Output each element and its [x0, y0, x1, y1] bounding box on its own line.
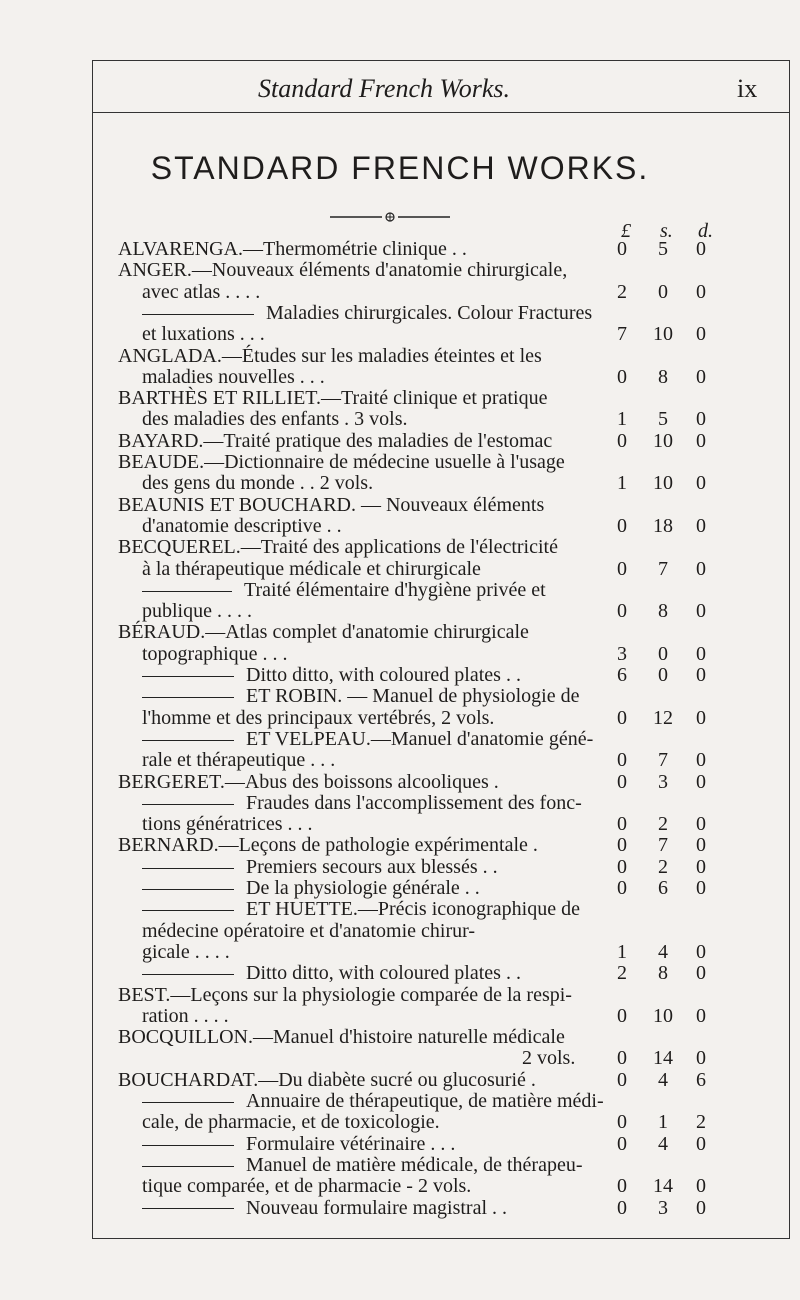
- entry-text: tions génératrices . . .: [142, 813, 313, 836]
- entry-text: ET HUETTE.—Précis iconographique de: [246, 898, 580, 921]
- price-pounds: 0: [617, 1111, 627, 1134]
- price-shillings: 3: [658, 770, 668, 793]
- entry-line: [142, 1133, 455, 1156]
- price-pounds: 0: [617, 600, 627, 623]
- price-shillings: 10: [653, 1004, 673, 1027]
- entry-line: [142, 877, 480, 900]
- price-pence: 0: [696, 962, 706, 985]
- price-shillings: 10: [653, 472, 673, 495]
- entry-line: [118, 1069, 536, 1092]
- ditto-dash: [142, 804, 234, 805]
- price-pence: 0: [696, 706, 706, 729]
- price-shillings: 5: [658, 408, 668, 431]
- price-pence: 0: [696, 557, 706, 580]
- entry-line: [142, 558, 481, 581]
- entry-text: BEST.—Leçons sur la physiologie comparée de la respi-: [118, 983, 572, 1006]
- price-pence: 0: [696, 855, 706, 878]
- price-pence: 0: [696, 1196, 706, 1219]
- price-shillings: 7: [658, 834, 668, 857]
- ornament-divider: [330, 211, 450, 223]
- entry-line: [118, 621, 529, 644]
- price-pence: 0: [696, 280, 706, 303]
- entry-line: [142, 515, 342, 538]
- price-pounds: 0: [617, 1175, 627, 1198]
- entry-text: Fraudes dans l'accomplissement des fonc-: [246, 791, 582, 814]
- price-pence: 0: [696, 429, 706, 452]
- ditto-dash: [142, 697, 234, 698]
- entry-line: [142, 856, 498, 879]
- entry-line: [142, 408, 408, 431]
- entry-text: tique comparée, et de pharmacie - 2 vols.: [142, 1175, 472, 1198]
- price-pence: 6: [696, 1068, 706, 1091]
- entry-text: publique . . . .: [142, 600, 252, 623]
- entry-text: ration . . . .: [142, 1004, 229, 1027]
- entry-line: [118, 387, 547, 410]
- entry-text: Ditto ditto, with coloured plates . .: [246, 962, 521, 985]
- entry-line: [118, 430, 552, 453]
- ditto-dash: [142, 1145, 234, 1146]
- entry-line: [142, 323, 265, 346]
- price-pounds: 0: [617, 429, 627, 452]
- price-pounds: 0: [617, 813, 627, 836]
- entry-line: [142, 728, 593, 751]
- entry-text: Premiers secours aux blessés . .: [246, 855, 498, 878]
- entry-text: maladies nouvelles . . .: [142, 365, 325, 388]
- entry-text: 2 vols.: [522, 1047, 576, 1070]
- price-shillings: 8: [658, 962, 668, 985]
- entry-text: Traité élémentaire d'hygiène privée et: [244, 578, 546, 601]
- entry-text: Nouveau formulaire magistral . .: [246, 1196, 508, 1219]
- entry-line: [118, 451, 565, 474]
- entry-text: BEAUDE.—Dictionnaire de médecine usuelle à l'usage: [118, 451, 565, 473]
- border-top: [92, 60, 790, 61]
- ditto-dash: [142, 740, 234, 741]
- header-rule: [92, 112, 790, 113]
- ditto-dash: [142, 591, 232, 592]
- entry-line: [142, 600, 252, 623]
- price-pounds: 0: [617, 238, 627, 260]
- price-pounds: 0: [617, 1068, 627, 1091]
- entry-line: [118, 536, 558, 559]
- price-pounds: 2: [617, 280, 627, 303]
- price-pence: 0: [696, 323, 706, 346]
- price-pounds: 0: [617, 877, 627, 899]
- price-pounds: 0: [617, 706, 627, 729]
- price-pounds: 0: [617, 855, 627, 878]
- entry-text: BERNARD.—Leçons de pathologie expérimentale .: [118, 834, 538, 857]
- entry-text: des maladies des enfants . 3 vols.: [142, 408, 408, 431]
- price-shillings: 4: [658, 1132, 668, 1155]
- price-shillings: 6: [658, 877, 668, 899]
- entry-line: [142, 1090, 604, 1113]
- entry-line: [142, 749, 335, 772]
- price-pounds: 0: [617, 749, 627, 772]
- entry-text: BOUCHARDAT.—Du diabète sucré ou glucosurié .: [118, 1068, 536, 1091]
- entry-line: [118, 494, 544, 517]
- entry-text: Annuaire de thérapeutique, de matière médi-: [246, 1090, 604, 1112]
- entry-line: [522, 1047, 575, 1070]
- entry-line: [142, 281, 260, 304]
- entry-text: Manuel de matière médicale, de thérapeu-: [246, 1153, 583, 1176]
- entry-line: [142, 707, 494, 730]
- price-pounds: 1: [617, 408, 627, 431]
- entry-text: De la physiologie générale . .: [246, 877, 480, 899]
- entry-line: [118, 345, 542, 368]
- price-pounds: 0: [617, 1047, 627, 1070]
- page-number: ix: [737, 74, 758, 103]
- entry-line: [142, 643, 288, 666]
- price-pence: 0: [696, 238, 706, 260]
- price-pounds: 1: [617, 940, 627, 963]
- entry-text: ANGLADA.—Études sur les maladies éteintes et les: [118, 344, 542, 367]
- entry-line: [142, 1154, 583, 1177]
- entry-line: [142, 813, 313, 836]
- entry-text: Ditto ditto, with coloured plates . .: [246, 664, 521, 686]
- entry-text: Maladies chirurgicales. Colour Fractures: [266, 301, 593, 324]
- price-pence: 0: [696, 834, 706, 857]
- price-shillings: 8: [658, 365, 668, 388]
- price-pounds: 2: [617, 962, 627, 985]
- entry-text: avec atlas . . . .: [142, 280, 261, 303]
- entry-text: BERGERET.—Abus des boissons alcooliques .: [118, 770, 499, 793]
- price-shillings: 3: [658, 1196, 668, 1219]
- price-pence: 0: [696, 664, 706, 686]
- entry-line: [142, 472, 373, 495]
- price-pence: 0: [696, 408, 706, 431]
- entry-text: BEAUNIS ET BOUCHARD. — Nouveaux éléments: [118, 493, 545, 516]
- price-shillings: 14: [653, 1175, 673, 1198]
- price-shillings: 12: [653, 706, 673, 729]
- price-shillings: 10: [653, 429, 673, 452]
- price-pence: 0: [696, 365, 706, 388]
- price-pence: 0: [696, 770, 706, 793]
- pence-header: d.: [698, 220, 713, 242]
- entry-text: ET ROBIN. — Manuel de physiologie de: [246, 685, 580, 708]
- entry-line: [118, 259, 567, 282]
- ditto-dash: [142, 314, 254, 315]
- price-pounds: 0: [617, 834, 627, 857]
- price-shillings: 18: [653, 514, 673, 537]
- border-right: [789, 60, 790, 1238]
- entry-text: d'anatomie descriptive . .: [142, 514, 342, 537]
- ditto-dash: [142, 1208, 234, 1209]
- entry-line: [142, 920, 475, 943]
- price-shillings: 2: [658, 813, 668, 836]
- price-pounds: 6: [617, 664, 627, 686]
- entry-text: l'homme et des principaux vertébrés, 2 vols.: [142, 706, 495, 729]
- entry-text: ALVARENGA.—Thermométrie clinique . .: [118, 238, 467, 260]
- entry-text: topographique . . .: [142, 642, 288, 665]
- entry-line: [142, 366, 325, 389]
- ditto-dash: [142, 676, 234, 677]
- price-pence: 0: [696, 642, 706, 665]
- entry-text: BARTHÈS ET RILLIET.—Traité clinique et pratique: [118, 387, 548, 410]
- entry-text: et luxations . . .: [142, 323, 265, 346]
- ditto-dash: [142, 910, 234, 911]
- entry-line: [142, 792, 582, 815]
- price-pounds: 0: [617, 770, 627, 793]
- entry-line: [118, 984, 572, 1007]
- entry-line: [142, 1197, 507, 1220]
- entry-text: des gens du monde . . 2 vols.: [142, 472, 374, 495]
- border-left: [92, 60, 93, 1238]
- entry-text: Formulaire vétérinaire . . .: [246, 1132, 456, 1155]
- price-pence: 0: [696, 514, 706, 537]
- shillings-header: s.: [660, 220, 673, 242]
- price-shillings: 4: [658, 940, 668, 963]
- entry-text: ANGER.—Nouveaux éléments d'anatomie chirurgicale,: [118, 259, 568, 282]
- border-bottom: [92, 1238, 790, 1239]
- entry-text: ET VELPEAU.—Manuel d'anatomie géné-: [246, 727, 594, 750]
- price-pounds: 0: [617, 557, 627, 580]
- price-pounds: 7: [617, 323, 627, 346]
- page-title: STANDARD FRENCH WORKS.: [150, 150, 650, 186]
- price-shillings: 14: [653, 1047, 673, 1070]
- price-pence: 0: [696, 813, 706, 836]
- ditto-dash: [142, 868, 234, 869]
- price-shillings: 7: [658, 557, 668, 580]
- price-pence: 0: [696, 940, 706, 963]
- price-pence: 0: [696, 1175, 706, 1198]
- entry-line: [142, 898, 580, 921]
- entry-text: gicale . . . .: [142, 940, 230, 963]
- entry-text: BAYARD.—Traité pratique des maladies de l'estomac: [118, 429, 553, 452]
- price-shillings: 8: [658, 600, 668, 623]
- entry-line: [118, 834, 538, 857]
- entry-line: [142, 1005, 229, 1028]
- entry-text: BOCQUILLON.—Manuel d'histoire naturelle médicale: [118, 1026, 565, 1049]
- price-pounds: 0: [617, 1196, 627, 1219]
- ditto-dash: [142, 1166, 234, 1167]
- entry-text: à la thérapeutique médicale et chirurgicale: [142, 557, 481, 580]
- entry-text: cale, de pharmacie, et de toxicologie.: [142, 1111, 440, 1134]
- price-pounds: 1: [617, 472, 627, 495]
- price-pence: 0: [696, 600, 706, 623]
- entry-line: [142, 962, 521, 985]
- price-shillings: 5: [658, 238, 668, 260]
- entry-line: [142, 664, 521, 687]
- price-pence: 0: [696, 877, 706, 899]
- price-pounds: 0: [617, 1132, 627, 1155]
- price-shillings: 0: [658, 642, 668, 665]
- pounds-header: £: [621, 220, 631, 242]
- price-shillings: 0: [658, 664, 668, 686]
- price-shillings: 7: [658, 749, 668, 772]
- entry-line: [142, 685, 579, 708]
- entry-text: rale et thérapeutique . . .: [142, 749, 336, 772]
- price-pounds: 3: [617, 642, 627, 665]
- price-pounds: 0: [617, 1004, 627, 1027]
- price-pence: 0: [696, 1004, 706, 1027]
- price-pounds: 0: [617, 365, 627, 388]
- entry-line: [142, 579, 546, 602]
- entry-line: [118, 1026, 565, 1049]
- price-shillings: 2: [658, 855, 668, 878]
- entry-text: BECQUEREL.—Traité des applications de l'électricité: [118, 536, 558, 559]
- price-pence: 0: [696, 1047, 706, 1070]
- price-shillings: 1: [658, 1111, 668, 1134]
- entry-line: [118, 238, 467, 261]
- ditto-dash: [142, 974, 234, 975]
- price-shillings: 0: [658, 280, 668, 303]
- price-shillings: 10: [653, 323, 673, 346]
- entry-line: [118, 771, 499, 794]
- price-pence: 0: [696, 749, 706, 772]
- entry-text: médecine opératoire et d'anatomie chirur-: [142, 919, 476, 942]
- running-head: Standard French Works.: [258, 74, 511, 103]
- entry-text: BÉRAUD.—Atlas complet d'anatomie chirurgicale: [118, 621, 529, 644]
- price-pence: 0: [696, 472, 706, 495]
- ditto-dash: [142, 1102, 234, 1103]
- price-pence: 0: [696, 1132, 706, 1155]
- entry-line: [142, 1111, 440, 1134]
- entry-line: [142, 302, 592, 325]
- price-pounds: 0: [617, 514, 627, 537]
- ditto-dash: [142, 889, 234, 890]
- price-shillings: 4: [658, 1068, 668, 1091]
- price-pence: 2: [696, 1111, 706, 1134]
- entry-line: [142, 1175, 471, 1198]
- entry-line: [142, 941, 230, 964]
